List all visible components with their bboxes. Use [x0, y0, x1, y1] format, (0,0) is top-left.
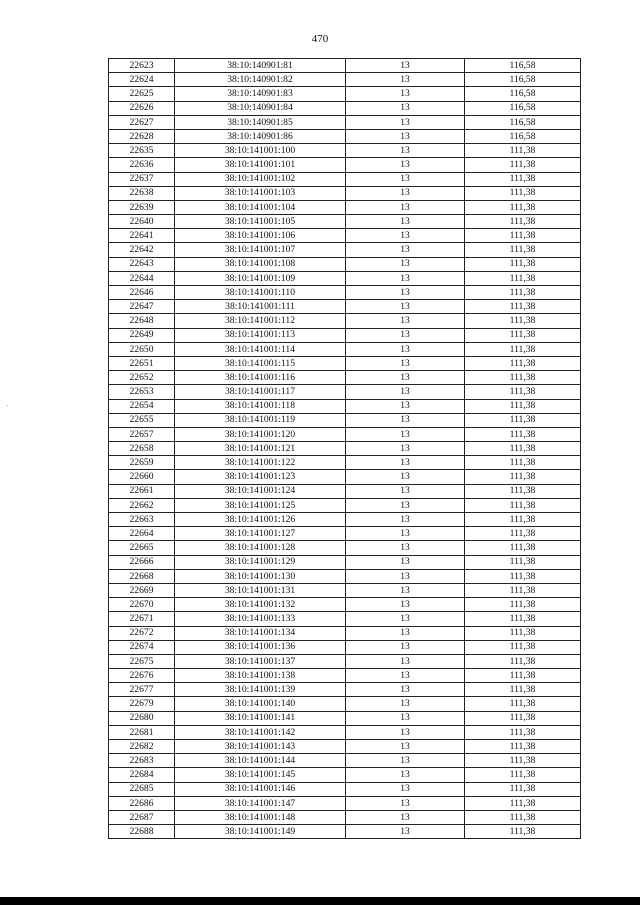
zone-code-cell: 13: [346, 810, 465, 824]
cadastral-number-cell: 38:10:141001:127: [175, 527, 346, 541]
row-number-cell: 22651: [109, 356, 175, 370]
value-cell: 111,38: [465, 513, 581, 527]
table-row: [109, 115, 581, 129]
cadastral-number-cell: 38:10:141001:122: [175, 456, 346, 470]
row-number-cell: 22623: [109, 59, 175, 73]
table-row: [109, 654, 581, 668]
row-number-cell: 22683: [109, 754, 175, 768]
value-cell: 111,38: [465, 654, 581, 668]
value-cell: 111,38: [465, 683, 581, 697]
row-number-cell: 22624: [109, 73, 175, 87]
table-row: [109, 342, 581, 356]
cadastral-number-cell: 38:10:141001:130: [175, 569, 346, 583]
table-row: [109, 129, 581, 143]
page-number: 470: [311, 33, 329, 45]
zone-code-cell: 13: [346, 598, 465, 612]
table-row: [109, 470, 581, 484]
table-row: [109, 640, 581, 654]
zone-code-cell: 13: [346, 782, 465, 796]
table-row: [109, 754, 581, 768]
table-row: [109, 385, 581, 399]
value-cell: 116,58: [465, 115, 581, 129]
cadastral-number-cell: 38:10:141001:140: [175, 697, 346, 711]
value-cell: 111,38: [465, 158, 581, 172]
row-number-cell: 22646: [109, 286, 175, 300]
row-number-cell: 22642: [109, 243, 175, 257]
row-number-cell: 22650: [109, 342, 175, 356]
scan-bottom-edge: [0, 897, 640, 905]
cadastral-number-cell: 38:10:141001:147: [175, 796, 346, 810]
row-number-cell: 22625: [109, 87, 175, 101]
zone-code-cell: 13: [346, 385, 465, 399]
table-row: [109, 371, 581, 385]
cadastral-number-cell: 38:10:141001:121: [175, 442, 346, 456]
zone-code-cell: 13: [346, 470, 465, 484]
zone-code-cell: 13: [346, 740, 465, 754]
table-row: [109, 172, 581, 186]
value-cell: 111,38: [465, 186, 581, 200]
table-row: [109, 144, 581, 158]
table-row: [109, 513, 581, 527]
value-cell: 111,38: [465, 555, 581, 569]
zone-code-cell: 13: [346, 356, 465, 370]
row-number-cell: 22641: [109, 229, 175, 243]
cadastral-number-cell: 38:10:141001:129: [175, 555, 346, 569]
zone-code-cell: 13: [346, 399, 465, 413]
value-cell: 111,38: [465, 328, 581, 342]
cadastral-number-cell: 38:10:140901:84: [175, 101, 346, 115]
table-row: [109, 669, 581, 683]
zone-code-cell: 13: [346, 683, 465, 697]
row-number-cell: 22658: [109, 442, 175, 456]
value-cell: 111,38: [465, 399, 581, 413]
scan-speck: [7, 405, 8, 406]
row-number-cell: 22628: [109, 129, 175, 143]
value-cell: 111,38: [465, 569, 581, 583]
cadastral-number-cell: 38:10:141001:103: [175, 186, 346, 200]
row-number-cell: 22676: [109, 669, 175, 683]
table-row: [109, 427, 581, 441]
value-cell: 111,38: [465, 484, 581, 498]
table-row: [109, 200, 581, 214]
table-row: [109, 399, 581, 413]
row-number-cell: 22635: [109, 144, 175, 158]
row-number-cell: 22657: [109, 427, 175, 441]
cadastral-number-cell: 38:10:141001:148: [175, 810, 346, 824]
cadastral-number-cell: 38:10:141001:111: [175, 300, 346, 314]
registry-table: [108, 58, 581, 839]
value-cell: 111,38: [465, 640, 581, 654]
cadastral-number-cell: 38:10:141001:118: [175, 399, 346, 413]
cadastral-number-cell: 38:10:141001:149: [175, 825, 346, 839]
table-row: [109, 697, 581, 711]
value-cell: 116,58: [465, 59, 581, 73]
table-row: [109, 271, 581, 285]
cadastral-number-cell: 38:10:141001:105: [175, 215, 346, 229]
row-number-cell: 22666: [109, 555, 175, 569]
table-row: [109, 555, 581, 569]
row-number-cell: 22680: [109, 711, 175, 725]
cadastral-number-cell: 38:10:141001:125: [175, 498, 346, 512]
zone-code-cell: 13: [346, 711, 465, 725]
table-row: [109, 782, 581, 796]
zone-code-cell: 13: [346, 513, 465, 527]
row-number-cell: 22662: [109, 498, 175, 512]
cadastral-number-cell: 38:10:141001:123: [175, 470, 346, 484]
row-number-cell: 22668: [109, 569, 175, 583]
table-row: [109, 356, 581, 370]
row-number-cell: 22627: [109, 115, 175, 129]
cadastral-number-cell: 38:10:141001:106: [175, 229, 346, 243]
cadastral-number-cell: 38:10:141001:101: [175, 158, 346, 172]
zone-code-cell: 13: [346, 115, 465, 129]
zone-code-cell: 13: [346, 144, 465, 158]
zone-code-cell: 13: [346, 626, 465, 640]
cadastral-number-cell: 38:10:141001:142: [175, 725, 346, 739]
value-cell: 111,38: [465, 271, 581, 285]
table-row: [109, 243, 581, 257]
zone-code-cell: 13: [346, 640, 465, 654]
table-row: [109, 725, 581, 739]
row-number-cell: 22670: [109, 598, 175, 612]
cadastral-number-cell: 38:10:141001:113: [175, 328, 346, 342]
table-row: [109, 158, 581, 172]
zone-code-cell: 13: [346, 129, 465, 143]
row-number-cell: 22674: [109, 640, 175, 654]
value-cell: 111,38: [465, 796, 581, 810]
cadastral-number-cell: 38:10:141001:128: [175, 541, 346, 555]
zone-code-cell: 13: [346, 484, 465, 498]
row-number-cell: 22659: [109, 456, 175, 470]
row-number-cell: 22687: [109, 810, 175, 824]
zone-code-cell: 13: [346, 612, 465, 626]
registry-table-body: [109, 59, 581, 839]
row-number-cell: 22684: [109, 768, 175, 782]
cadastral-number-cell: 38:10:140901:83: [175, 87, 346, 101]
cadastral-number-cell: 38:10:141001:141: [175, 711, 346, 725]
value-cell: 111,38: [465, 541, 581, 555]
table-row: [109, 286, 581, 300]
value-cell: 116,58: [465, 73, 581, 87]
zone-code-cell: 13: [346, 498, 465, 512]
value-cell: 111,38: [465, 583, 581, 597]
row-number-cell: 22669: [109, 583, 175, 597]
zone-code-cell: 13: [346, 427, 465, 441]
value-cell: 116,58: [465, 129, 581, 143]
cadastral-number-cell: 38:10:141001:119: [175, 413, 346, 427]
cadastral-number-cell: 38:10:141001:116: [175, 371, 346, 385]
value-cell: 111,38: [465, 257, 581, 271]
cadastral-number-cell: 38:10:141001:107: [175, 243, 346, 257]
value-cell: 111,38: [465, 768, 581, 782]
zone-code-cell: 13: [346, 73, 465, 87]
row-number-cell: 22643: [109, 257, 175, 271]
cadastral-number-cell: 38:10:140901:82: [175, 73, 346, 87]
row-number-cell: 22682: [109, 740, 175, 754]
table-row: [109, 498, 581, 512]
row-number-cell: 22655: [109, 413, 175, 427]
value-cell: 111,38: [465, 740, 581, 754]
table-row: [109, 186, 581, 200]
zone-code-cell: 13: [346, 555, 465, 569]
value-cell: 111,38: [465, 626, 581, 640]
cadastral-number-cell: 38:10:141001:139: [175, 683, 346, 697]
value-cell: 111,38: [465, 356, 581, 370]
zone-code-cell: 13: [346, 569, 465, 583]
value-cell: 111,38: [465, 172, 581, 186]
value-cell: 111,38: [465, 612, 581, 626]
row-number-cell: 22637: [109, 172, 175, 186]
value-cell: 111,38: [465, 200, 581, 214]
value-cell: 111,38: [465, 243, 581, 257]
zone-code-cell: 13: [346, 186, 465, 200]
table-row: [109, 598, 581, 612]
zone-code-cell: 13: [346, 754, 465, 768]
cadastral-number-cell: 38:10:141001:104: [175, 200, 346, 214]
table-row: [109, 626, 581, 640]
row-number-cell: 22638: [109, 186, 175, 200]
table-row: [109, 215, 581, 229]
zone-code-cell: 13: [346, 725, 465, 739]
value-cell: 111,38: [465, 371, 581, 385]
zone-code-cell: 13: [346, 442, 465, 456]
zone-code-cell: 13: [346, 158, 465, 172]
cadastral-number-cell: 38:10:141001:112: [175, 314, 346, 328]
value-cell: 111,38: [465, 144, 581, 158]
value-cell: 116,58: [465, 101, 581, 115]
zone-code-cell: 13: [346, 257, 465, 271]
value-cell: 111,38: [465, 215, 581, 229]
cadastral-number-cell: 38:10:141001:115: [175, 356, 346, 370]
value-cell: 111,38: [465, 314, 581, 328]
row-number-cell: 22661: [109, 484, 175, 498]
cadastral-number-cell: 38:10:141001:102: [175, 172, 346, 186]
zone-code-cell: 13: [346, 286, 465, 300]
value-cell: 111,38: [465, 498, 581, 512]
table-row: [109, 229, 581, 243]
table-row: [109, 87, 581, 101]
row-number-cell: 22675: [109, 654, 175, 668]
cadastral-number-cell: 38:10:141001:108: [175, 257, 346, 271]
row-number-cell: 22685: [109, 782, 175, 796]
zone-code-cell: 13: [346, 271, 465, 285]
cadastral-number-cell: 38:10:141001:137: [175, 654, 346, 668]
zone-code-cell: 13: [346, 87, 465, 101]
row-number-cell: 22626: [109, 101, 175, 115]
value-cell: 111,38: [465, 442, 581, 456]
table-row: [109, 796, 581, 810]
row-number-cell: 22647: [109, 300, 175, 314]
table-row: [109, 413, 581, 427]
cadastral-number-cell: 38:10:140901:86: [175, 129, 346, 143]
row-number-cell: 22681: [109, 725, 175, 739]
zone-code-cell: 13: [346, 300, 465, 314]
zone-code-cell: 13: [346, 669, 465, 683]
table-row: [109, 683, 581, 697]
table-row: [109, 101, 581, 115]
value-cell: 111,38: [465, 427, 581, 441]
table-row: [109, 456, 581, 470]
table-row: [109, 541, 581, 555]
table-row: [109, 569, 581, 583]
value-cell: 111,38: [465, 385, 581, 399]
zone-code-cell: 13: [346, 172, 465, 186]
cadastral-number-cell: 38:10:141001:109: [175, 271, 346, 285]
cadastral-number-cell: 38:10:141001:145: [175, 768, 346, 782]
value-cell: 111,38: [465, 711, 581, 725]
value-cell: 111,38: [465, 527, 581, 541]
value-cell: 111,38: [465, 342, 581, 356]
row-number-cell: 22649: [109, 328, 175, 342]
row-number-cell: 22672: [109, 626, 175, 640]
zone-code-cell: 13: [346, 583, 465, 597]
zone-code-cell: 13: [346, 371, 465, 385]
value-cell: 111,38: [465, 300, 581, 314]
zone-code-cell: 13: [346, 200, 465, 214]
value-cell: 111,38: [465, 754, 581, 768]
zone-code-cell: 13: [346, 768, 465, 782]
table-row: [109, 711, 581, 725]
value-cell: 111,38: [465, 598, 581, 612]
table-row: [109, 527, 581, 541]
row-number-cell: 22636: [109, 158, 175, 172]
cadastral-number-cell: 38:10:141001:132: [175, 598, 346, 612]
cadastral-number-cell: 38:10:141001:144: [175, 754, 346, 768]
row-number-cell: 22663: [109, 513, 175, 527]
row-number-cell: 22671: [109, 612, 175, 626]
zone-code-cell: 13: [346, 527, 465, 541]
cadastral-number-cell: 38:10:141001:100: [175, 144, 346, 158]
cadastral-number-cell: 38:10:140901:81: [175, 59, 346, 73]
row-number-cell: 22648: [109, 314, 175, 328]
value-cell: 111,38: [465, 456, 581, 470]
value-cell: 116,58: [465, 87, 581, 101]
zone-code-cell: 13: [346, 413, 465, 427]
row-number-cell: 22652: [109, 371, 175, 385]
zone-code-cell: 13: [346, 796, 465, 810]
cadastral-number-cell: 38:10:140901:85: [175, 115, 346, 129]
value-cell: 111,38: [465, 782, 581, 796]
zone-code-cell: 13: [346, 229, 465, 243]
zone-code-cell: 13: [346, 825, 465, 839]
row-number-cell: 22653: [109, 385, 175, 399]
row-number-cell: 22677: [109, 683, 175, 697]
cadastral-number-cell: 38:10:141001:133: [175, 612, 346, 626]
cadastral-number-cell: 38:10:141001:126: [175, 513, 346, 527]
zone-code-cell: 13: [346, 328, 465, 342]
cadastral-number-cell: 38:10:141001:138: [175, 669, 346, 683]
table-row: [109, 612, 581, 626]
cadastral-number-cell: 38:10:141001:114: [175, 342, 346, 356]
cadastral-number-cell: 38:10:141001:146: [175, 782, 346, 796]
zone-code-cell: 13: [346, 342, 465, 356]
zone-code-cell: 13: [346, 654, 465, 668]
row-number-cell: 22686: [109, 796, 175, 810]
row-number-cell: 22644: [109, 271, 175, 285]
zone-code-cell: 13: [346, 101, 465, 115]
zone-code-cell: 13: [346, 215, 465, 229]
zone-code-cell: 13: [346, 314, 465, 328]
row-number-cell: 22639: [109, 200, 175, 214]
table-row: [109, 740, 581, 754]
value-cell: 111,38: [465, 229, 581, 243]
table-row: [109, 583, 581, 597]
table-row: [109, 810, 581, 824]
cadastral-number-cell: 38:10:141001:134: [175, 626, 346, 640]
cadastral-number-cell: 38:10:141001:110: [175, 286, 346, 300]
cadastral-number-cell: 38:10:141001:124: [175, 484, 346, 498]
table-row: [109, 442, 581, 456]
cadastral-number-cell: 38:10:141001:136: [175, 640, 346, 654]
row-number-cell: 22660: [109, 470, 175, 484]
value-cell: 111,38: [465, 413, 581, 427]
value-cell: 111,38: [465, 470, 581, 484]
zone-code-cell: 13: [346, 456, 465, 470]
cadastral-number-cell: 38:10:141001:117: [175, 385, 346, 399]
value-cell: 111,38: [465, 286, 581, 300]
row-number-cell: 22688: [109, 825, 175, 839]
table-row: [109, 825, 581, 839]
value-cell: 111,38: [465, 825, 581, 839]
table-row: [109, 484, 581, 498]
row-number-cell: 22679: [109, 697, 175, 711]
table-row: [109, 257, 581, 271]
zone-code-cell: 13: [346, 541, 465, 555]
zone-code-cell: 13: [346, 697, 465, 711]
table-row: [109, 314, 581, 328]
table-row: [109, 768, 581, 782]
row-number-cell: 22665: [109, 541, 175, 555]
cadastral-number-cell: 38:10:141001:143: [175, 740, 346, 754]
value-cell: 111,38: [465, 725, 581, 739]
table-row: [109, 300, 581, 314]
row-number-cell: 22640: [109, 215, 175, 229]
zone-code-cell: 13: [346, 59, 465, 73]
cadastral-number-cell: 38:10:141001:131: [175, 583, 346, 597]
value-cell: 111,38: [465, 810, 581, 824]
row-number-cell: 22654: [109, 399, 175, 413]
table-row: [109, 73, 581, 87]
cadastral-number-cell: 38:10:141001:120: [175, 427, 346, 441]
row-number-cell: 22664: [109, 527, 175, 541]
table-row: [109, 59, 581, 73]
value-cell: 111,38: [465, 697, 581, 711]
table-row: [109, 328, 581, 342]
zone-code-cell: 13: [346, 243, 465, 257]
value-cell: 111,38: [465, 669, 581, 683]
